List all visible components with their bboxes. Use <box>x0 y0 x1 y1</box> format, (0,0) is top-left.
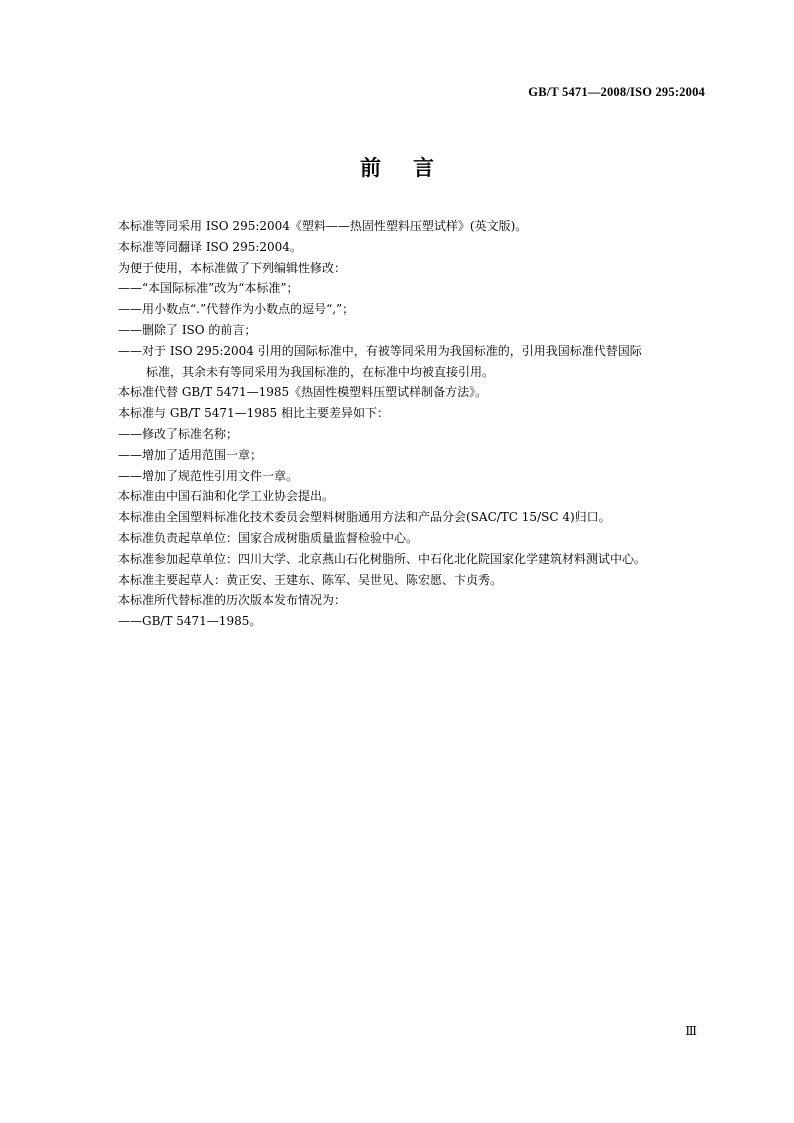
list-item: ——“本国际标准”改为“本标准”； <box>118 281 299 296</box>
list-item: ——删除了 ISO 的前言； <box>118 322 257 337</box>
foreword-body <box>118 216 718 632</box>
list-item: ——增加了规范性引用文件一章。 <box>118 468 299 483</box>
list-item-continuation: 标准，其余未有等同采用为我国标准的，在标准中均被直接引用。 <box>146 364 495 379</box>
paragraph-line: 本标准主要起草人：黄正安、王建东、陈军、吴世见、陈宏愿、卞贞秀。 <box>118 572 503 587</box>
page-number: Ⅲ <box>685 1024 697 1038</box>
paragraph-line: 本标准代替 GB/T 5471—1985《热固性模塑料压塑试样制备方法》。 <box>118 385 488 400</box>
list-item: ——修改了标准名称； <box>118 426 239 441</box>
page-title: 前言 <box>360 156 466 180</box>
paragraph-line: 本标准等同采用 ISO 295:2004《塑料——热固性塑料压塑试样》(英文版)。 <box>118 219 528 233</box>
paragraph-line: 本标准等同翻译 ISO 295:2004。 <box>118 239 302 254</box>
list-item: ——用小数点“.”代替作为小数点的逗号“,”； <box>118 302 355 317</box>
standard-code: GB/T 5471—2008/ISO 295:2004 <box>528 85 705 99</box>
list-item: ——增加了适用范围一章； <box>118 447 263 462</box>
paragraph-line: 本标准参加起草单位：四川大学、北京燕山石化树脂所、中石化北化院国家化学建筑材料测试中心。 <box>118 551 647 566</box>
list-item: ——对于 ISO 295:2004 引用的国际标准中，有被等同采用为我国标准的，引用我国标准代替国际 <box>118 343 642 358</box>
paragraph-line: 为便于使用，本标准做了下列编辑性修改： <box>118 260 347 275</box>
paragraph-line: 本标准负责起草单位：国家合成树脂质量监督检验中心。 <box>118 530 419 545</box>
paragraph-line: 本标准由全国塑料标准化技术委员会塑料树脂通用方法和产品分会(SAC/TC 15/SC 4)归口。 <box>118 510 611 525</box>
paragraph-line: 本标准与 GB/T 5471—1985 相比主要差异如下： <box>118 406 389 421</box>
paragraph-line: 本标准所代替标准的历次版本发布情况为： <box>118 593 347 608</box>
paragraph-line: 本标准由中国石油和化学工业协会提出。 <box>118 489 335 504</box>
list-item: ——GB/T 5471—1985。 <box>118 614 262 629</box>
